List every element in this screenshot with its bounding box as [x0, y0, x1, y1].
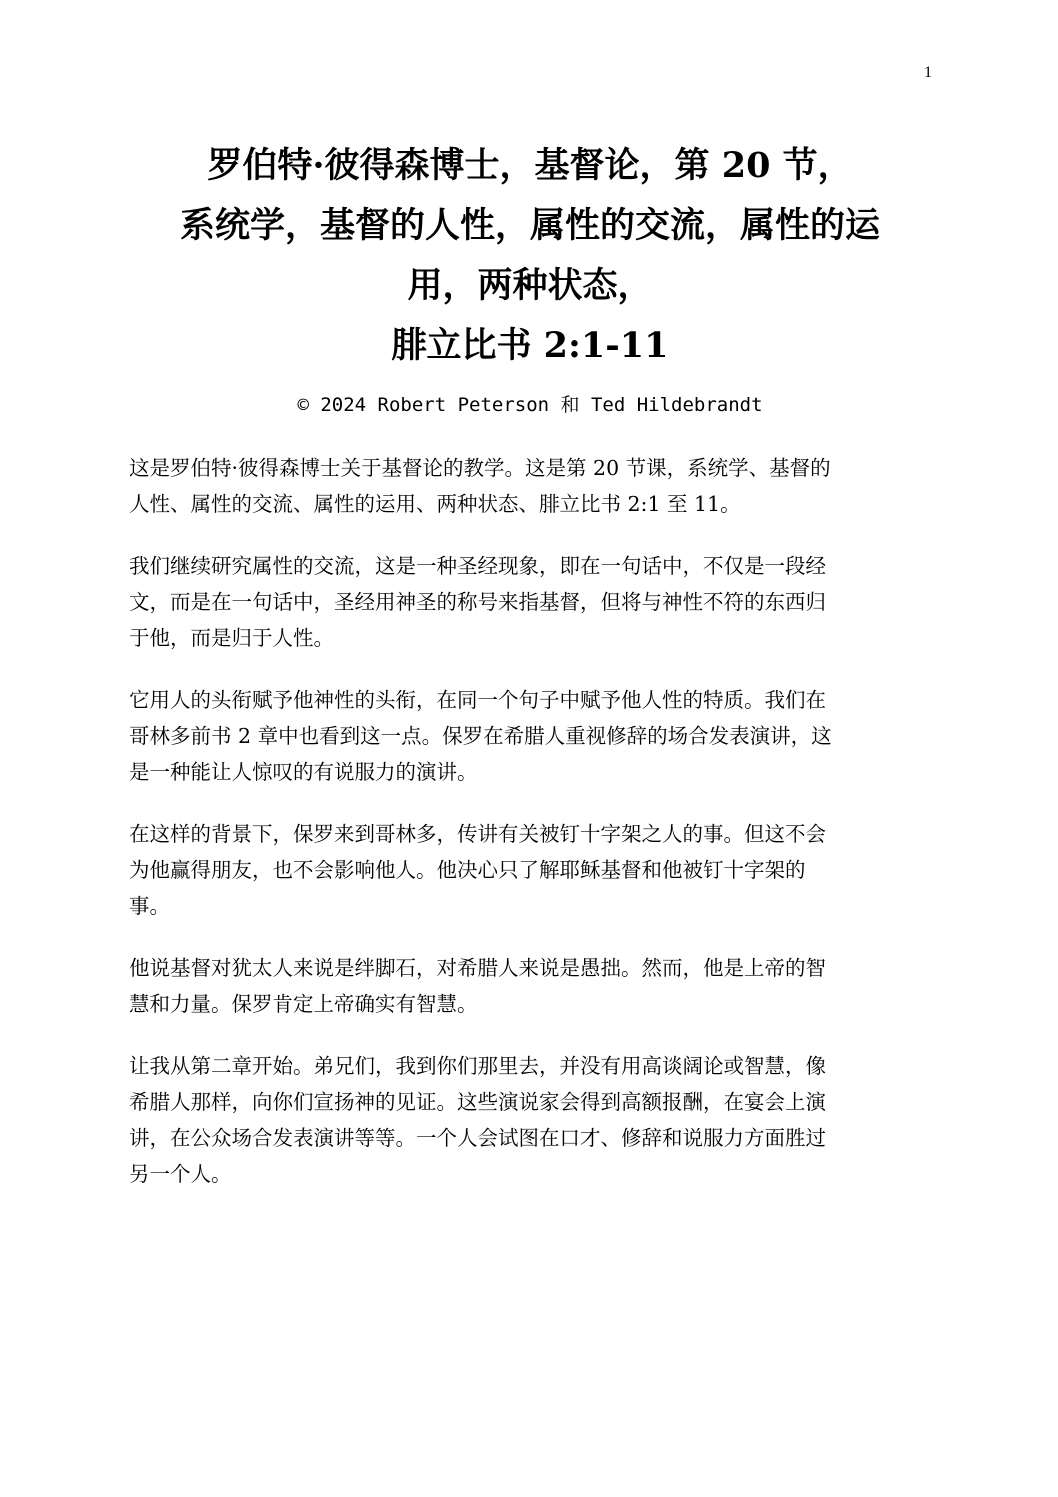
paragraph-4	[129, 816, 929, 924]
text-line: 哥林多前书 2 章中也看到这一点。保罗在希腊人重视修辞的场合发表演讲，这	[129, 724, 832, 748]
text-line: 希腊人那样，向你们宣扬神的见证。这些演说家会得到高额报酬，在宴会上演	[129, 1090, 826, 1114]
text-line: 我们继续研究属性的交流，这是一种圣经现象，即在一句话中，不仅是一段经	[129, 554, 826, 578]
text-line: 讲，在公众场合发表演讲等等。一个人会试图在口才、修辞和说服力方面胜过	[129, 1126, 826, 1150]
paragraph-1	[129, 450, 929, 522]
text-line: 慧和力量。保罗肯定上帝确实有智慧。	[129, 992, 478, 1016]
document-body	[129, 450, 929, 1218]
text-line: 为他赢得朋友，也不会影响他人。他决心只了解耶稣基督和他被钉十字架的	[129, 858, 806, 882]
document-title	[110, 136, 950, 376]
text-line: 文，而是在一句话中，圣经用神圣的称号来指基督，但将与神性不符的东西归	[129, 590, 826, 614]
text-line: 他说基督对犹太人来说是绊脚石，对希腊人来说是愚拙。然而，他是上帝的智	[129, 956, 826, 980]
title-line: 系统学，基督的人性，属性的交流，属性的运	[179, 205, 880, 246]
text-line: 它用人的头衔赋予他神性的头衔，在同一个句子中赋予他人性的特质。我们在	[129, 688, 826, 712]
text-line: 事。	[129, 894, 170, 918]
paragraph-2	[129, 548, 929, 656]
text-line: 在这样的背景下，保罗来到哥林多，传讲有关被钉十字架之人的事。但这不会	[129, 822, 826, 846]
title-line: 腓立比书 2:1-11	[391, 325, 669, 366]
text-line: 是一种能让人惊叹的有说服力的演讲。	[129, 760, 478, 784]
page-number: 1	[924, 64, 932, 81]
paragraph-3	[129, 682, 929, 790]
paragraph-5	[129, 950, 929, 1022]
copyright-line: © 2024 Robert Peterson 和 Ted Hildebrandt	[297, 394, 763, 416]
title-line: 用，两种状态，	[407, 265, 653, 306]
text-line: 人性、属性的交流、属性的运用、两种状态、腓立比书 2:1 至 11。	[129, 492, 741, 516]
text-line: 让我从第二章开始。弟兄们，我到你们那里去，并没有用高谈阔论或智慧，像	[129, 1054, 826, 1078]
title-line: 罗伯特·彼得森博士，基督论，第 20 节，	[207, 145, 853, 186]
text-line: 这是罗伯特·彼得森博士关于基督论的教学。这是第 20 节课，系统学、基督的	[129, 456, 831, 480]
paragraph-6	[129, 1048, 929, 1192]
text-line: 另一个人。	[129, 1162, 232, 1186]
text-line: 于他，而是归于人性。	[129, 626, 334, 650]
